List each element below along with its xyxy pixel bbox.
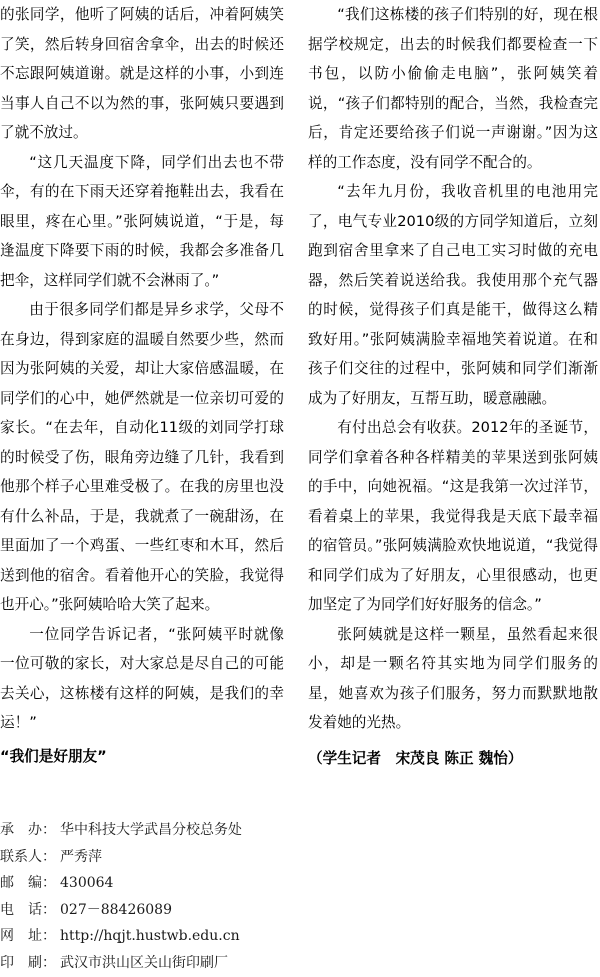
contact-info-block: [0, 817, 300, 977]
contact-row-person: [0, 844, 300, 871]
contact-row-printer: [0, 950, 300, 977]
contact-row-postcode: [0, 870, 300, 897]
article-paragraph: “这几天温度下降，同学们出去也不带伞，有的在下雨天还穿着拖鞋出去，我看在眼里，疼在心里。”张阿姨说道，“于是，每逢温度下降要下雨的时候，我都会多准备几把伞，这样同学们就不会淋雨了。”: [0, 153, 284, 289]
contact-label: 电 话：: [0, 901, 56, 918]
article-paragraph: 有付出总会有收获。2012年的圣诞节，同学们拿着各种各样精美的苹果送到张阿姨的手中，向她祝福。“这是我第一次过洋节，看着桌上的苹果，我觉得我是天底下最幸福的宿管员。”张阿姨满脸欢快地说道，“我觉得和同学们成为了好朋友，心里很感动，也更加坚定了为同学们好好服务的信念。”: [308, 419, 598, 613]
article-paragraph: 由于很多同学们都是异乡求学，父母不在身边，得到家庭的温暖自然要少些，然而因为张阿姨的关爱，却让大家倍感温暖，在同学们的心中，她俨然就是一位亲切可爱的家长。“在去年，自动化11级的刘同学打球的时候受了伤，眼角旁边缝了几针，我看到他那个样子心里难受极了。在我的房里也没有什么补品，于是，我就煮了一碗甜汤，在里面加了一个鸡蛋、一些红枣和木耳，然后送到他的宿舍。看着他开心的笑脸，我觉得也开心。”张阿姨哈哈大笑了起来。: [0, 301, 284, 613]
contact-row-website: [0, 923, 300, 950]
contact-value: 严秀萍: [60, 848, 102, 865]
contact-website-link[interactable]: http://hqjt.hustwb.edu.cn: [60, 928, 240, 945]
left-column: [0, 0, 284, 771]
article-paragraph: “去年九月份，我收音机里的电池用完了，电气专业2010级的方同学知道后，立刻跑到宿舍里拿来了自己电工实习时做的充电器，然后笑着说送给我。我使用那个充气器的时候，觉得孩子们真是能干，做得这么精致好用。”张阿姨满脸幸福地笑着说道。在和孩子们交往的过程中，张阿姨和同学们渐渐成为了好朋友，互帮互助，暖意融融。: [308, 183, 598, 407]
contact-value: 027－88426089: [60, 901, 172, 918]
contact-row-phone: [0, 897, 300, 924]
article-paragraph: 一位同学告诉记者，“张阿姨平时就像一位可敬的家长，对大家总是尽自己的可能去关心，这栋楼有这样的阿姨，是我们的幸运！”: [0, 625, 284, 731]
contact-label: 印 刷：: [0, 954, 56, 971]
contact-value: 武汉市洪山区关山街印刷厂: [60, 954, 228, 971]
article-paragraph: 的张同学，他听了阿姨的话后，冲着阿姨笑了笑，然后转身回宿舍拿伞，出去的时候还不忘跟阿姨道谢。就是这样的小事，小到连当事人自己不以为然的事，张阿姨只要遇到了就不放过。: [0, 6, 284, 141]
contact-label: 联系人：: [0, 848, 56, 865]
reporter-byline: （学生记者 宋茂良 陈正 魏怡）: [308, 749, 523, 767]
contact-row-organizer: [0, 817, 300, 844]
contact-label: 承 办：: [0, 822, 56, 838]
contact-label: 网 址：: [0, 928, 56, 945]
contact-label: 邮 编：: [0, 875, 56, 892]
article-paragraph: “我们这栋楼的孩子们特别的好，现在根据学校规定，出去的时候我们都要检查一下书包，以防小偷偷走电脑”，张阿姨笑着说，“孩子们都特别的配合，当然，我检查完后，肯定还要给孩子们说一声谢谢。”因为这样的工作态度，没有同学不配合的。: [308, 6, 598, 171]
article-paragraph: 张阿姨就是这样一颗星，虽然看起来很小，却是一颗名符其实地为同学们服务的星，她喜欢为孩子们服务，努力而默默地散发着她的光热。: [308, 625, 598, 731]
contact-value: 430064: [60, 875, 114, 892]
contact-value: 华中科技大学武昌分校总务处: [60, 822, 242, 838]
right-column: [308, 0, 598, 773]
section-heading: “我们是好朋友”: [0, 747, 107, 765]
